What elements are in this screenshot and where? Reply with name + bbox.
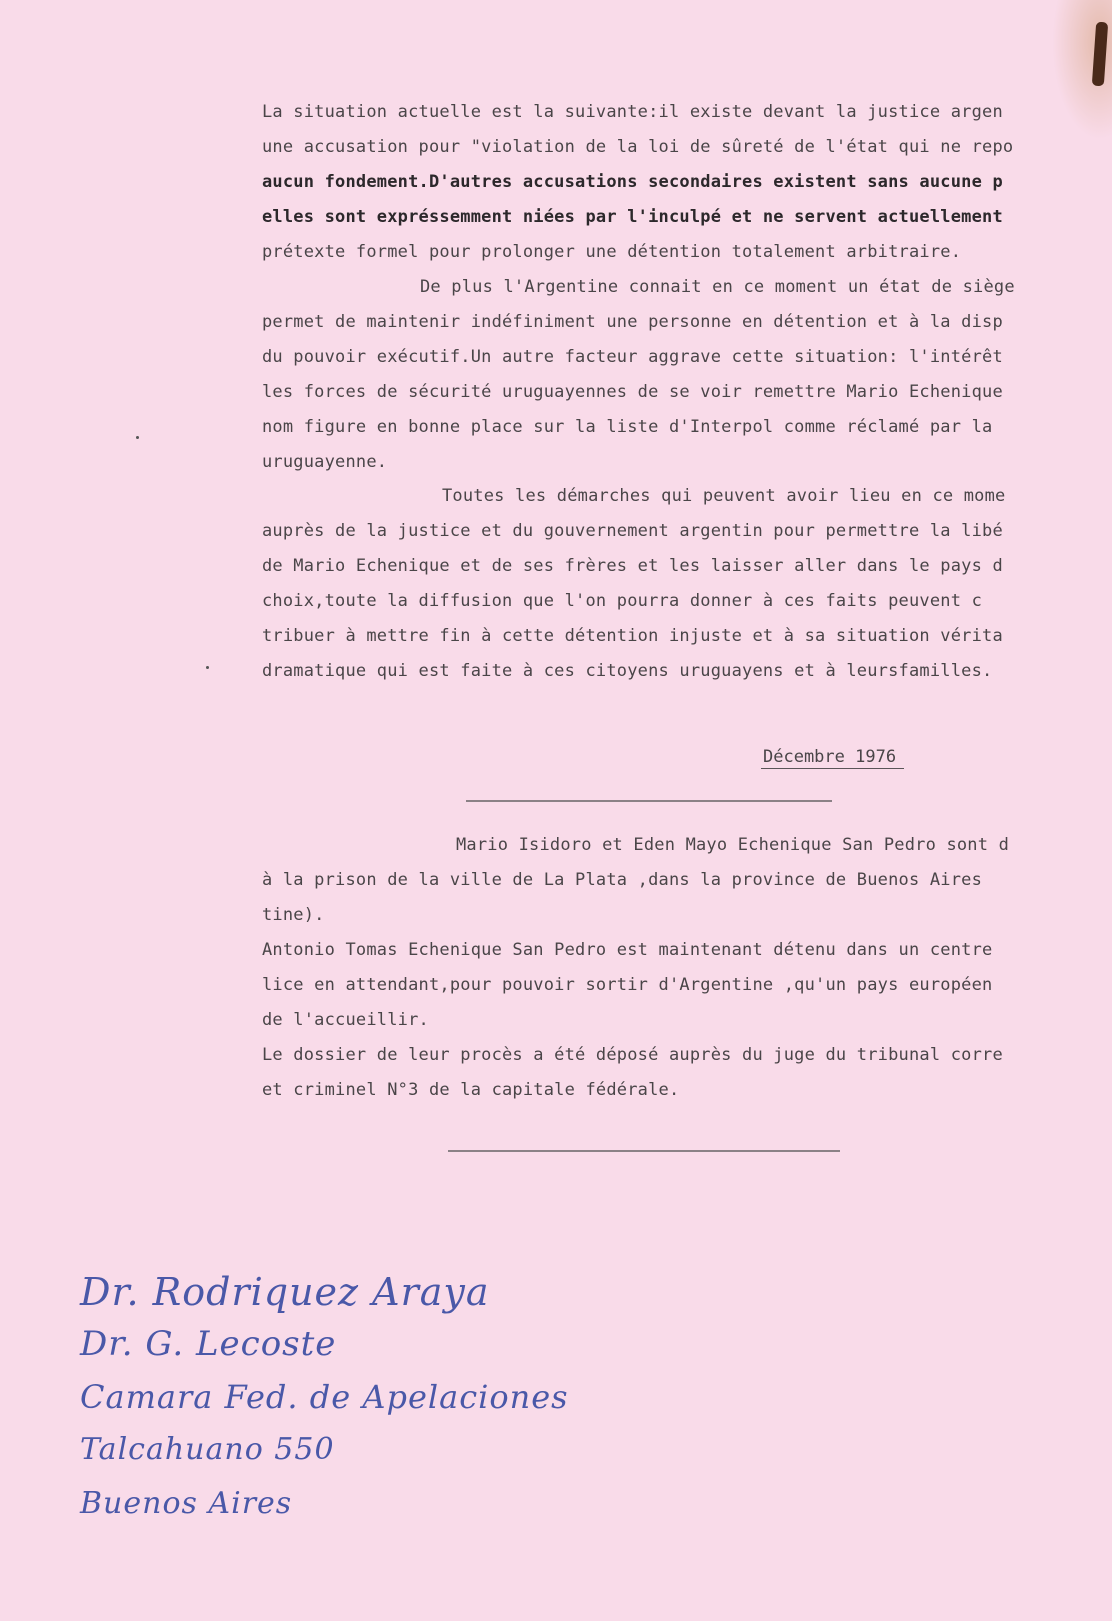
paragraph1-line: prétexte formel pour prolonger une détention totalement arbitraire. — [262, 242, 962, 262]
section2-line: Le dossier de leur procès a été déposé auprès du juge du tribunal corre — [262, 1045, 1003, 1065]
document-date: Décembre 1976 — [761, 747, 904, 769]
section2-line: et criminel N°3 de la capitale fédérale. — [262, 1080, 680, 1100]
handwritten-name-2: Dr. G. Lecoste — [80, 1324, 337, 1364]
section2-line: à la prison de la ville de La Plata ,dans la province de Buenos Aires — [262, 870, 983, 890]
paragraph3-line: Toutes les démarches qui peuvent avoir lieu en ce mome — [442, 486, 1006, 506]
section2-line: de l'accueillir. — [262, 1010, 429, 1030]
paragraph2-line: du pouvoir exécutif.Un autre facteur aggrave cette situation: l'intérêt — [262, 347, 1003, 367]
handwritten-name-1: Dr. Rodriquez Araya — [80, 1270, 490, 1314]
paragraph1-line: aucun fondement.D'autres accusations secondaires existent sans aucune p — [262, 172, 1003, 192]
paragraph3-line: auprès de la justice et du gouvernement argentin pour permettre la libé — [262, 521, 1003, 541]
paragraph3-line: de Mario Echenique et de ses frères et les laisser aller dans le pays d — [262, 556, 1003, 576]
paragraph3-line: dramatique qui est faite à ces citoyens uruguayens et à leursfamilles. — [262, 661, 993, 681]
paper-speck — [136, 436, 139, 439]
paper-speck — [206, 666, 209, 669]
paragraph3-line: choix,toute la diffusion que l'on pourra donner à ces faits peuvent c — [262, 591, 983, 611]
section2-line: tine). — [262, 905, 325, 925]
paragraph1-line: La situation actuelle est la suivante:il existe devant la justice argen — [262, 102, 1003, 122]
handwritten-city: Buenos Aires — [80, 1486, 293, 1521]
separator-rule — [448, 1150, 840, 1152]
paragraph2-line: nom figure en bonne place sur la liste d'Interpol comme réclamé par la — [262, 417, 993, 437]
separator-rule — [466, 800, 832, 802]
handwritten-institution: Camara Fed. de Apelaciones — [80, 1378, 569, 1416]
section2-line: lice en attendant,pour pouvoir sortir d'Argentine ,qu'un pays européen — [262, 975, 993, 995]
paragraph2-line: uruguayenne. — [262, 452, 388, 472]
paragraph1-line: elles sont expréssemment niées par l'inculpé et ne servent actuellement — [262, 207, 1003, 227]
section2-line: Antonio Tomas Echenique San Pedro est maintenant détenu dans un centre — [262, 940, 993, 960]
handwritten-street: Talcahuano 550 — [80, 1432, 335, 1467]
section2-line: Mario Isidoro et Eden Mayo Echenique San Pedro sont d — [456, 835, 1010, 855]
paragraph3-line: tribuer à mettre fin à cette détention injuste et à sa situation vérita — [262, 626, 1003, 646]
paragraph2-line: De plus l'Argentine connait en ce moment un état de siège — [420, 277, 1015, 297]
paragraph2-line: les forces de sécurité uruguayennes de se voir remettre Mario Echenique — [262, 382, 1003, 402]
paragraph2-line: permet de maintenir indéfiniment une personne en détention et à la disp — [262, 312, 1003, 332]
paragraph1-line: une accusation pour "violation de la loi de sûreté de l'état qui ne repo — [262, 137, 1014, 157]
